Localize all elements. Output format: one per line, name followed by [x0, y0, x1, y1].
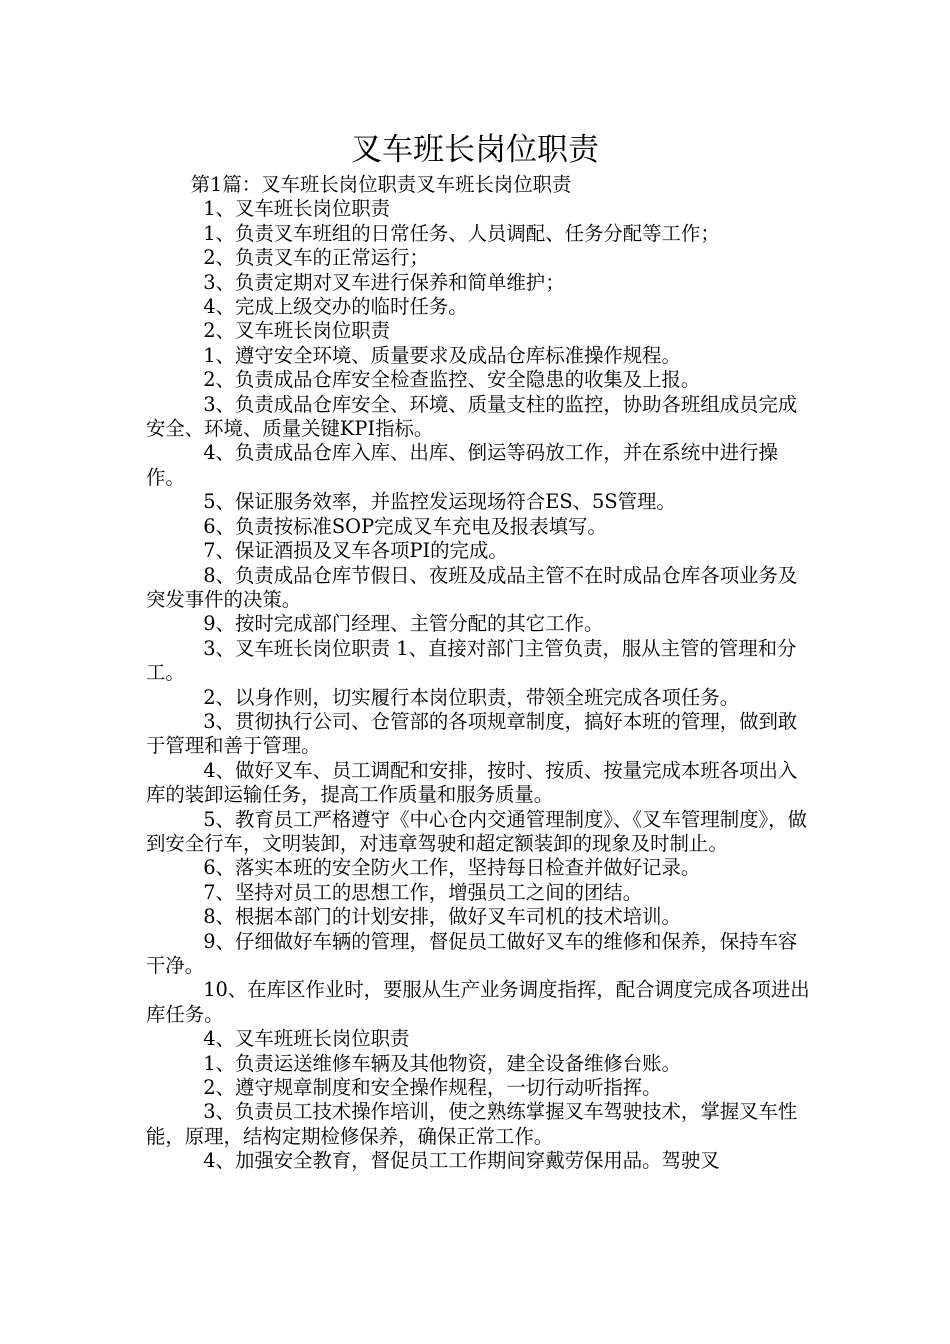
- paragraph: 8、根据本部门的计划安排，做好叉车司机的技术培训。: [203, 905, 681, 929]
- paragraph: 5、教育员工严格遵守《中心仓内交通管理制度》、《叉车管理制度》，做到安全行车，文明装卸，对违章驾驶和超定额装卸的现象及时制止。: [146, 807, 807, 855]
- paragraph: 2、以身作则，切实履行本岗位职责，带领全班完成各项任务。: [203, 685, 740, 709]
- paragraph: 7、保证酒损及叉车各项PI的完成。: [203, 539, 508, 563]
- section-heading: 2、叉车班长岗位职责: [203, 319, 391, 343]
- document-title: 叉车班长岗位职责: [351, 132, 599, 168]
- document-subtitle: 第1篇：叉车班长岗位职责叉车班长岗位职责: [190, 173, 572, 196]
- paragraph: 3、负责员工技术操作培训，使之熟练掌握叉车驾驶技术，掌握叉车性能，原理，结构定期检修保养，确保正常工作。: [146, 1100, 798, 1148]
- paragraph: 8、负责成品仓库节假日、夜班及成品主管不在时成品仓库各项业务及突发事件的决策。: [146, 563, 798, 611]
- paragraph: 9、仔细做好车辆的管理，督促员工做好叉车的维修和保养，保持车容干净。: [146, 929, 798, 977]
- section-heading: 4、叉车班班长岗位职责: [203, 1027, 410, 1051]
- paragraph: 2、负责成品仓库安全检查监控、安全隐患的收集及上报。: [203, 368, 701, 392]
- paragraph: 4、负责成品仓库入库、出库、倒运等码放工作，并在系统中进行操作。: [146, 441, 778, 489]
- section-heading: 1、叉车班长岗位职责: [203, 197, 391, 221]
- document-body: [146, 173, 811, 1174]
- paragraph: 4、做好叉车、员工调配和安排，按时、按质、按量完成本班各项出入库的装卸运输任务，提高工作质量和服务质量。: [146, 758, 798, 807]
- paragraph: 10、在库区作业时，要服从生产业务调度指挥，配合调度完成各项进出库任务。: [146, 978, 810, 1026]
- section-heading: 3、叉车班长岗位职责 1、直接对部门主管负责，服从主管的管理和分工。: [146, 636, 797, 685]
- paragraph: 1、负责叉车班组的日常任务、人员调配、任务分配等工作；: [203, 221, 720, 245]
- paragraph: 1、负责运送维修车辆及其他物资，建全设备维修台账。: [203, 1051, 681, 1075]
- paragraph: 3、负责定期对叉车进行保养和简单维护；: [203, 270, 565, 294]
- paragraph: 2、负责叉车的正常运行；: [203, 246, 429, 270]
- paragraph: 1、遵守安全环境、质量要求及成品仓库标准操作规程。: [203, 343, 681, 367]
- paragraph: 6、落实本班的安全防火工作，坚持每日检查并做好记录。: [203, 856, 701, 880]
- paragraph: 4、加强安全教育，督促员工工作期间穿戴劳保用品。驾驶叉: [203, 1149, 720, 1173]
- paragraph: 5、保证服务效率，并监控发运现场符合ES、5S管理。: [203, 490, 676, 514]
- paragraph: 4、完成上级交办的临时任务。: [203, 295, 468, 319]
- paragraph: 9、按时完成部门经理、主管分配的其它工作。: [203, 612, 604, 636]
- paragraph: 6、负责按标准SOP完成叉车充电及报表填写。: [203, 514, 607, 538]
- paragraph: 3、负责成品仓库安全、环境、质量支柱的监控，协助各班组成员完成安全、环境、质量关键KPI指标。: [146, 392, 798, 441]
- paragraph: 7、坚持对员工的思想工作，增强员工之间的团结。: [203, 880, 643, 904]
- paragraph: 3、贯彻执行公司、仓管部的各项规章制度，搞好本班的管理，做到敢于管理和善于管理。: [146, 709, 798, 758]
- paragraph: 2、遵守规章制度和安全操作规程，一切行动听指挥。: [203, 1076, 662, 1100]
